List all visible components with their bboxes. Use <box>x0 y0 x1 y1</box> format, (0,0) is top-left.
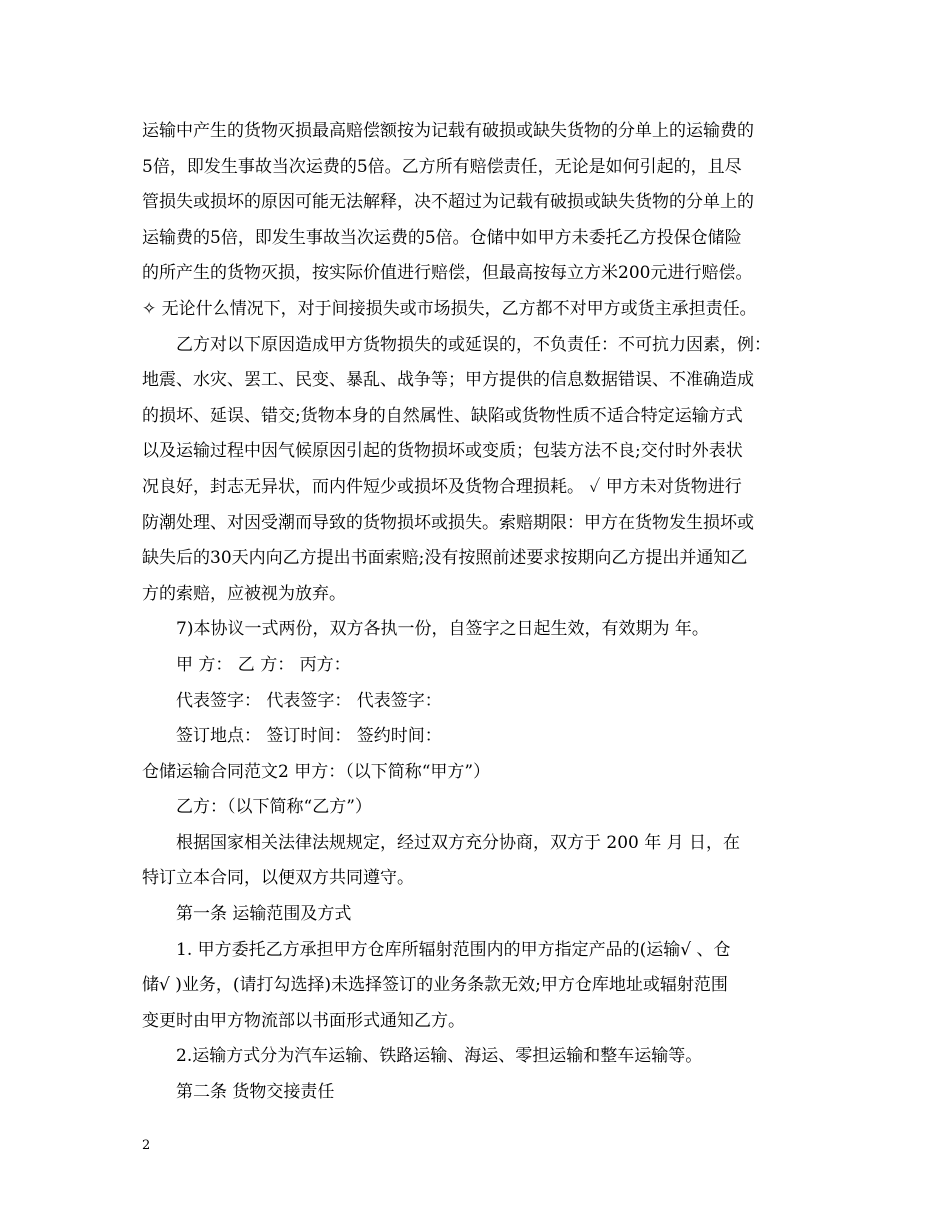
text-line: 运输中产生的货物灭损最高赔偿额按为记载有破损或缺失货物的分单上的运输费的 <box>142 121 754 141</box>
text-line: 管损失或损坏的原因可能无法解释，决不超过为记载有破损或缺失货物的分单上的 <box>142 192 754 213</box>
signing-place-line: 签订地点： 签订时间： 签约时间： <box>176 726 442 747</box>
text-line: 地震、水灾、罢工、民变、暴乱、战争等；甲方提供的信息数据错误、不准确造成 <box>142 370 754 391</box>
section-heading: 第二条 货物交接责任 <box>176 1082 335 1103</box>
text-line: 乙方：（以下简称“乙方”） <box>176 797 372 818</box>
contract-body <box>142 114 812 1111</box>
text-line: 乙方对以下原因造成甲方货物损失的或延误的，不负责任：不可抗力因素，例： <box>176 334 771 355</box>
text-line: 根据国家相关法律法规规定，经过双方充分协商，双方于 200 年 月 日，在 <box>176 832 741 853</box>
text-line: ✧ 无论什么情况下，对于间接损失或市场损失，乙方都不对甲方或货主承担责任。 <box>142 298 757 319</box>
signature-line: 代表签字： 代表签字： 代表签字： <box>176 690 442 711</box>
text-line: 的损坏、延误、错交;货物本身的自然属性、缺陷或货物性质不适合特定运输方式 <box>142 405 743 426</box>
text-line: 2.运输方式分为汽车运输、铁路运输、海运、零担运输和整车运输等。 <box>176 1046 703 1067</box>
page-number: 2 <box>142 1138 151 1153</box>
text-line: 1. 甲方委托乙方承担甲方仓库所辐射范围内的甲方指定产品的(运输√ 、仓 <box>176 939 731 960</box>
text-line: 缺失后的30天内向乙方提出书面索赔;没有按照前述要求按期向乙方提出并通知乙 <box>142 548 748 569</box>
text-line: 的所产生的货物灭损，按实际价值进行赔偿，但最高按每立方米200元进行赔偿。 <box>142 263 753 284</box>
text-line: 变更时由甲方物流部以书面形式通知乙方。 <box>142 1010 465 1031</box>
text-line: 方的索赔，应被视为放弃。 <box>142 583 346 604</box>
signature-party-line: 甲 方： 乙 方： 丙方： <box>176 654 351 675</box>
text-line: 运输费的5倍，即发生事故当次运费的5倍。仓储中如甲方未委托乙方投保仓储险 <box>142 227 742 248</box>
text-line: 防潮处理、对因受潮而导致的货物损坏或损失。索赔期限：甲方在货物发生损坏或 <box>142 512 754 533</box>
text-line: 储√ )业务，(请打勾选择)未选择签订的业务条款无效;甲方仓库地址或辐射范围 <box>142 975 728 996</box>
contract-title-line: 仓储运输合同范文2 甲方：（以下简称“甲方”） <box>142 761 491 782</box>
section-heading: 第一条 运输范围及方式 <box>176 904 352 925</box>
text-line: 7)本协议一式两份，双方各执一份，自签字之日起生效，有效期为 年。 <box>176 619 709 640</box>
text-line: 特订立本合同，以便双方共同遵守。 <box>142 868 414 889</box>
text-line: 况良好，封志无异状，而内件短少或损坏及货物合理损耗。 ✓ 甲方未对货物进行 <box>142 476 742 497</box>
text-line: 以及运输过程中因气候原因引起的货物损坏或变质；包装方法不良;交付时外表状 <box>142 441 743 462</box>
text-line: 5倍，即发生事故当次运费的5倍。乙方所有赔偿责任，无论是如何引起的，且尽 <box>142 156 742 177</box>
